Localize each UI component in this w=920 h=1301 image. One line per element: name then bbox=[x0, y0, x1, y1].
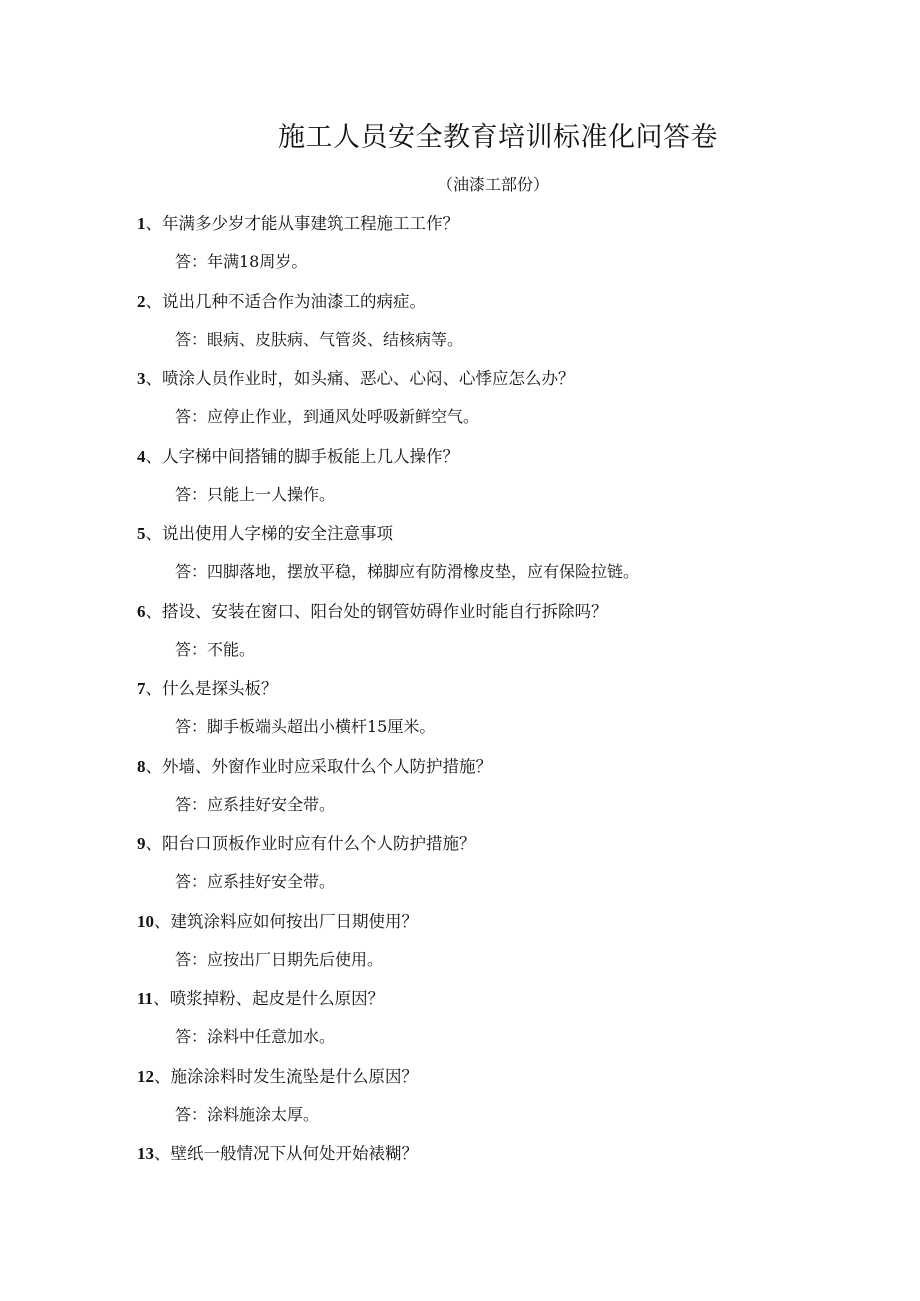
qa-item bbox=[137, 596, 837, 674]
question-text: 、年满多少岁才能从事建筑工程施工工作？ bbox=[145, 214, 459, 233]
question-text: 、说出几种不适合作为油漆工的病症。 bbox=[145, 291, 426, 311]
qa-item bbox=[137, 828, 837, 906]
question-text: 、搭设、安装在窗口、阳台处的钢管妨碍作业时能自行拆除吗？ bbox=[145, 601, 608, 621]
question-number: 1 bbox=[137, 214, 146, 233]
answer: 答：年满18周岁。 bbox=[175, 252, 308, 271]
qa-item bbox=[137, 208, 837, 286]
question-number: 4 bbox=[137, 446, 146, 466]
answer: 答：应系挂好安全带。 bbox=[175, 794, 336, 814]
question-text: 、壁纸一般情况下从何处开始裱糊？ bbox=[154, 1144, 418, 1163]
answer: 答：涂料中任意加水。 bbox=[175, 1027, 336, 1046]
answer: 答：只能上一人操作。 bbox=[175, 484, 336, 504]
question bbox=[137, 518, 393, 550]
question bbox=[137, 1061, 418, 1093]
question bbox=[137, 441, 459, 473]
document-subtitle: （油漆工部份） bbox=[437, 175, 550, 194]
question-number: 8 bbox=[137, 756, 146, 776]
question-text: 、阳台口顶板作业时应有什么个人防护措施？ bbox=[145, 834, 476, 853]
answer: 答：不能。 bbox=[175, 639, 256, 659]
qa-item bbox=[137, 751, 837, 829]
question-text: 、说出使用人字梯的安全注意事项 bbox=[145, 524, 393, 543]
question-number: 3 bbox=[137, 369, 146, 388]
question-number: 9 bbox=[137, 834, 146, 853]
qa-item bbox=[137, 441, 837, 519]
question-number: 12 bbox=[137, 1066, 154, 1086]
question-number: 5 bbox=[137, 524, 146, 543]
question bbox=[137, 286, 426, 318]
question-number: 10 bbox=[137, 911, 154, 931]
question-number: 13 bbox=[137, 1144, 154, 1163]
answer: 答：应停止作业，到通风处呼吸新鲜空气。 bbox=[175, 407, 480, 426]
question-number: 11 bbox=[137, 989, 154, 1008]
question-text: 、人字梯中间搭铺的脚手板能上几人操作？ bbox=[145, 446, 459, 466]
answer: 答：脚手板端头超出小横杆15厘米。 bbox=[175, 717, 436, 736]
question-number: 2 bbox=[137, 291, 146, 311]
answer: 答：应按出厂日期先后使用。 bbox=[175, 949, 384, 969]
document-title: 施工人员安全教育培训标准化问答卷 bbox=[278, 122, 718, 153]
qa-item bbox=[137, 363, 837, 441]
qa-item bbox=[137, 286, 837, 364]
qa-item bbox=[137, 518, 837, 596]
question-text: 、喷涂人员作业时，如头痛、恶心、心闷、心悸应怎么办？ bbox=[145, 369, 575, 388]
qa-list bbox=[137, 208, 837, 1216]
answer: 答：应系挂好安全带。 bbox=[175, 872, 336, 891]
question-text: 、什么是探头板？ bbox=[145, 679, 278, 698]
qa-item bbox=[137, 1061, 837, 1139]
qa-item bbox=[137, 1138, 837, 1216]
question-number: 7 bbox=[137, 679, 146, 698]
question bbox=[137, 596, 608, 628]
question bbox=[137, 983, 384, 1015]
question-text: 、喷浆掉粉、起皮是什么原因？ bbox=[153, 989, 385, 1008]
qa-item bbox=[137, 983, 837, 1061]
answer: 答：眼病、皮肤病、气管炎、结核病等。 bbox=[175, 329, 464, 349]
question bbox=[137, 828, 476, 860]
question bbox=[137, 363, 575, 395]
question bbox=[137, 751, 492, 783]
answer: 答：四脚落地，摆放平稳，梯脚应有防滑橡皮垫，应有保险拉链。 bbox=[175, 562, 640, 581]
answer: 答：涂料施涂太厚。 bbox=[175, 1104, 320, 1124]
qa-item bbox=[137, 673, 837, 751]
question bbox=[137, 906, 418, 938]
question-number: 6 bbox=[137, 601, 146, 621]
question-text: 、外墙、外窗作业时应采取什么个人防护措施？ bbox=[145, 756, 492, 776]
question bbox=[137, 1138, 418, 1170]
question-text: 、施涂涂料时发生流坠是什么原因？ bbox=[154, 1066, 418, 1086]
question-text: 、建筑涂料应如何按出厂日期使用？ bbox=[154, 911, 418, 931]
question bbox=[137, 673, 278, 705]
qa-item bbox=[137, 906, 837, 984]
question bbox=[137, 208, 459, 240]
